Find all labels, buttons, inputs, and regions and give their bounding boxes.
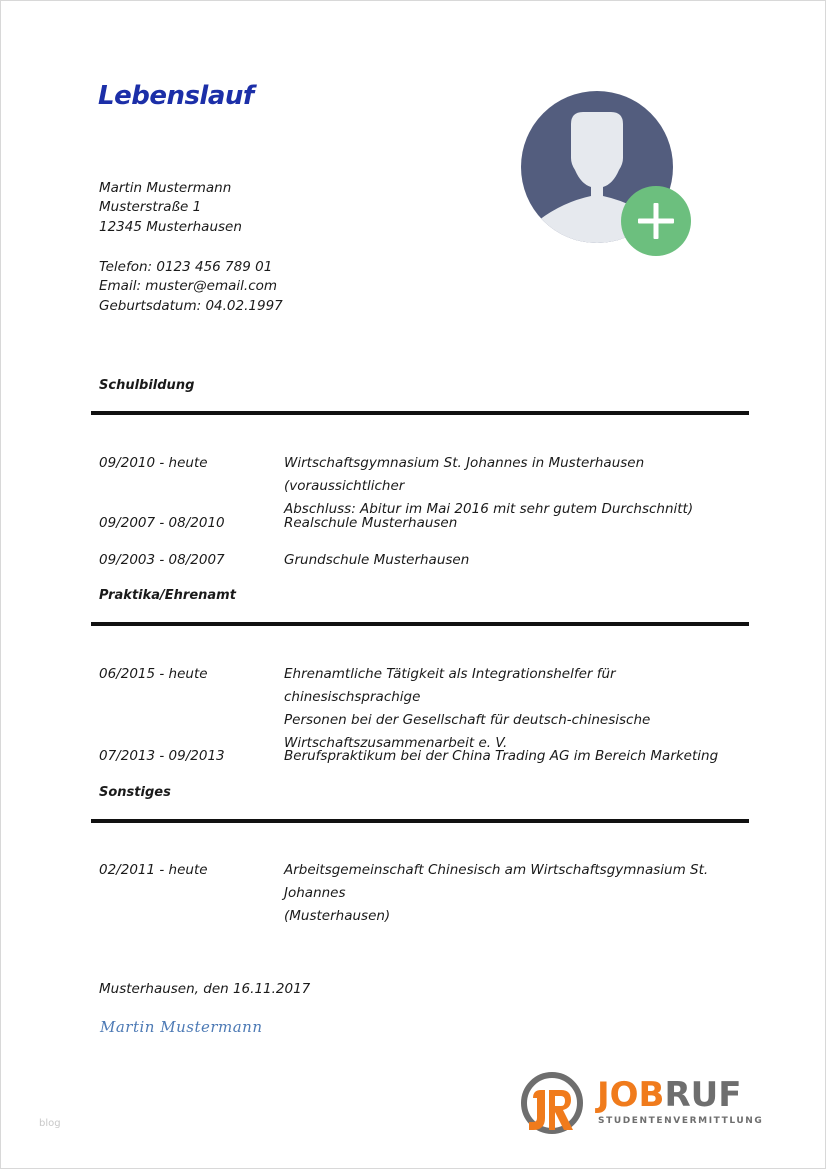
entry-description <box>284 745 734 768</box>
signature: Martin Mustermann <box>100 1018 263 1036</box>
entry-description <box>284 512 734 535</box>
section-title-praktika: Praktika/Ehrenamt <box>99 588 236 603</box>
logo-word-job: JOB <box>597 1075 665 1115</box>
entry-description-line: Wirtschaftszusammenarbeit e. V. <box>284 735 508 751</box>
entry-description-line: Personen bei der Gesellschaft für deutsch-chinesische <box>284 712 651 728</box>
logo-subtitle: STUDENTENVERMITTLUNG <box>598 1116 764 1126</box>
section-divider <box>91 819 749 823</box>
contact-street: Musterstraße 1 <box>99 199 202 215</box>
entry-description-line: Ehrenamtliche Tätigkeit als Integrationshelfer für chinesischsprachige <box>284 666 616 705</box>
section-divider <box>91 411 749 415</box>
entry-date: 02/2011 - heute <box>99 862 208 878</box>
entry-description <box>284 859 734 928</box>
section-title-schulbildung: Schulbildung <box>99 378 195 393</box>
logo-wordmark <box>597 1075 741 1115</box>
entry-description-line: Grundschule Musterhausen <box>284 552 470 568</box>
entry-date: 09/2003 - 08/2007 <box>99 552 225 568</box>
entry-date: 09/2010 - heute <box>99 455 208 471</box>
logo-word-ruf: RUF <box>664 1075 742 1115</box>
place-date: Musterhausen, den 16.11.2017 <box>99 981 311 997</box>
entry-description-line: Wirtschaftsgymnasium St. Johannes in Musterhausen (voraussichtlicher <box>284 455 645 494</box>
section-title-sonstiges: Sonstiges <box>99 785 171 800</box>
entry-description-line: Realschule Musterhausen <box>284 515 458 531</box>
section-divider <box>91 622 749 626</box>
entry-description-line: Abschluss: Abitur im Mai 2016 mit sehr gutem Durchschnitt) <box>284 501 694 517</box>
entry-description <box>284 663 734 755</box>
page-title: Lebenslauf <box>98 81 254 111</box>
entry-date: 07/2013 - 09/2013 <box>99 748 225 764</box>
entry-description <box>284 549 734 572</box>
entry-date: 06/2015 - heute <box>99 666 208 682</box>
plus-icon[interactable] <box>621 186 691 256</box>
profile-photo[interactable] <box>519 90 693 258</box>
entry-description-line: Berufspraktikum bei der China Trading AG im Bereich Marketing <box>284 748 719 764</box>
entry-description <box>284 452 734 521</box>
entry-description-line: Arbeitsgemeinschaft Chinesisch am Wirtschaftsgymnasium St. Johannes <box>284 862 709 901</box>
contact-email: Email: muster@email.com <box>99 278 278 294</box>
entry-date: 09/2007 - 08/2010 <box>99 515 225 531</box>
contact-city: 12345 Musterhausen <box>99 219 242 235</box>
contact-birthdate: Geburtsdatum: 04.02.1997 <box>99 298 283 314</box>
entry-description-line: (Musterhausen) <box>284 908 391 924</box>
contact-phone: Telefon: 0123 456 789 01 <box>99 259 273 275</box>
watermark: blog <box>39 1118 61 1129</box>
contact-name: Martin Mustermann <box>99 180 232 196</box>
